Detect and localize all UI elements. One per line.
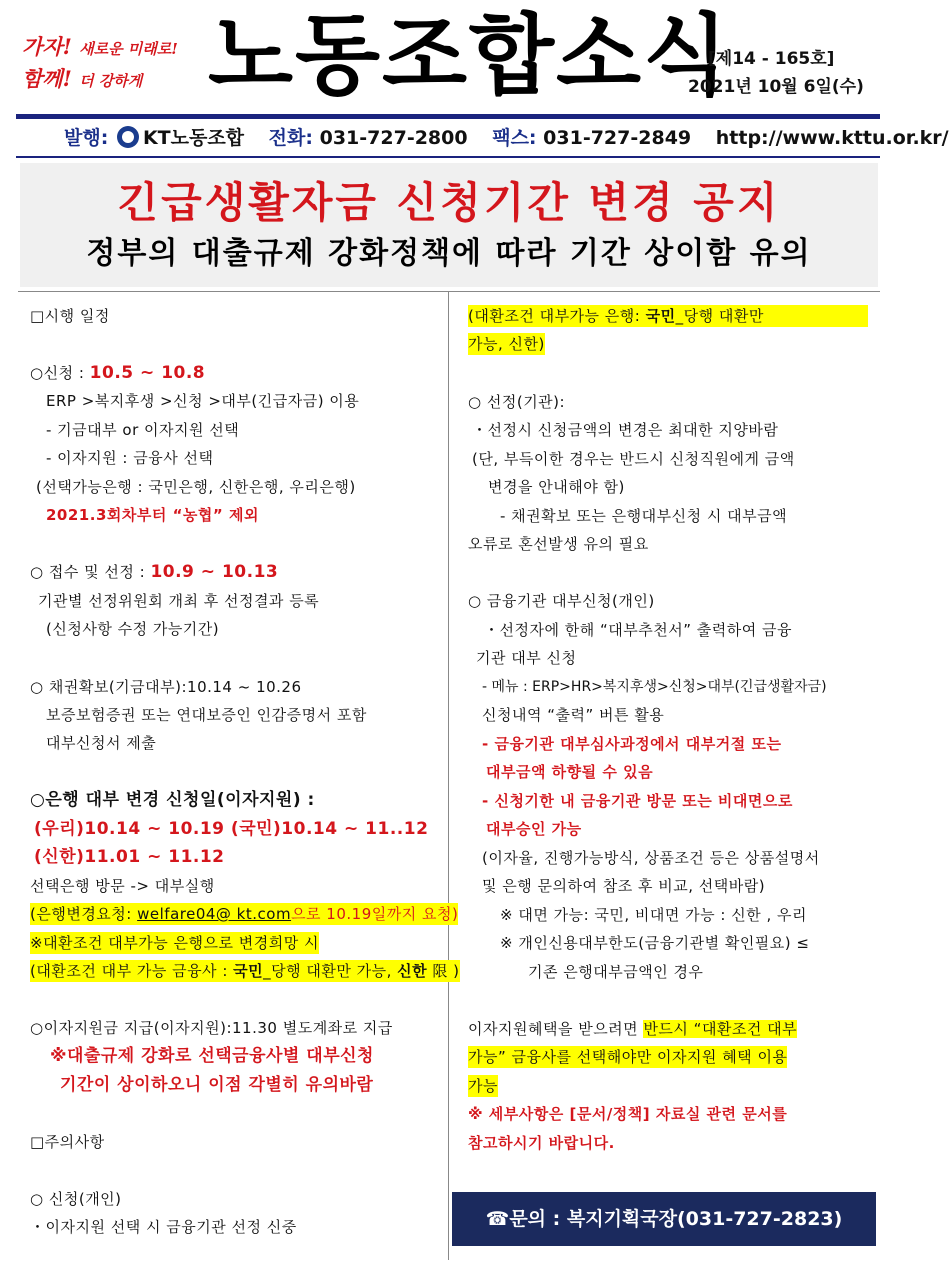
text-line: ※대환조건 대부가능 은행으로 변경희망 시 [30, 934, 319, 952]
text-span: _당행 대환만 [675, 307, 764, 325]
text-line: ※ 개인신용대부한도(금융기관별 확인필요) ≤ [500, 934, 810, 952]
text-span: (대환조건 대부가능 은행: [468, 307, 646, 325]
text-line: - 기금대부 or 이자지원 선택 [46, 421, 240, 439]
column-divider [448, 292, 449, 1260]
header-rule-thin [16, 156, 880, 158]
text-line: ERP >복지후생 >신청 >대부(긴급자금) 이용 [46, 392, 360, 410]
apply-label: ○신청 : [30, 364, 90, 382]
contact-box: ☎문의 : 복지기획국장(031-727-2823) [452, 1192, 876, 1246]
bank-kookmin: 국민 [645, 307, 676, 325]
notice-title: 긴급생활자금 신청기간 변경 공지 [117, 178, 781, 227]
bank-kookmin: 국민 [233, 962, 264, 980]
publisher-bar [16, 122, 949, 154]
refinance-banks [30, 960, 460, 982]
text-line: ・선정자에 한해 “대부추천서” 출력하여 금융 [484, 621, 792, 639]
text-line: 가능, 신한) [468, 335, 545, 353]
text-line: 대부신청서 제출 [46, 734, 157, 752]
text-line: - 금융기관 대부심사과정에서 대부거절 또는 [482, 735, 782, 753]
bank-change-dates-1: (우리)10.14 ~ 10.19 (국민)10.14 ~ 11..12 [34, 819, 429, 839]
text-line: ○ 신청(개인) [30, 1190, 122, 1208]
bank-change-dates-2: (신한)11.01 ~ 11.12 [34, 847, 225, 867]
receipt-period [30, 561, 278, 583]
text-line: 변경을 안내해야 함) [488, 478, 625, 496]
interest-support-line [468, 1018, 797, 1040]
text-line: 대부금액 하향될 수 있음 [486, 763, 654, 781]
text-line: 기관 대부 신청 [476, 649, 577, 667]
bank-shinhan: 신한 [397, 962, 428, 980]
fax-number: 031-727-2849 [543, 127, 692, 149]
text-line: 대부승인 가능 [486, 820, 582, 838]
text-line: - 메뉴 : ERP>HR>복지후생>신청>대부(긴급생활자금) [482, 679, 827, 695]
slogan-line2-a: 함께! [22, 66, 72, 91]
fax-label: 팩스: [492, 127, 537, 149]
receipt-dates: 10.9 ~ 10.13 [150, 562, 279, 582]
slogan-line1-b: 새로운 미래로! [79, 40, 178, 58]
text-line: ・이자지원 선택 시 금융기관 선정 신중 [30, 1218, 297, 1236]
text-span: 이자지원혜택을 받으려면 [468, 1020, 644, 1038]
text-line: 기관별 선정위원회 개최 후 선정결과 등록 [38, 592, 320, 610]
warning-line: 기간이 상이하오니 이점 각별히 유의바람 [60, 1075, 374, 1095]
text-line: 기존 은행대부금액인 경우 [528, 963, 704, 981]
text-line: 및 은행 문의하여 참조 후 비교, 선택바람) [482, 877, 766, 895]
text-line: 2021.3회차부터 “농협” 제외 [46, 506, 259, 524]
text-line: ※ 대면 가능: 국민, 비대면 가능 : 신한 , 우리 [500, 906, 807, 924]
text-line: ○ 채권확보(기금대부):10.14 ~ 10.26 [30, 678, 302, 696]
text-line: ※ 세부사항은 [문서/정책] 자료실 관련 문서를 [468, 1105, 788, 1123]
apply-period [30, 362, 205, 384]
text-line: 선택은행 방문 -> 대부실행 [30, 877, 215, 895]
bank-change-request [30, 903, 458, 925]
content-top-rule [18, 291, 880, 292]
refinance-note: _당행 대환만 가능, [263, 962, 398, 980]
request-deadline: 으로 10.19일까지 요청) [291, 905, 459, 923]
text-line: - 이자지원 : 금융사 선택 [46, 449, 214, 467]
text-line: - 신청기한 내 금융기관 방문 또는 비대면으로 [482, 792, 793, 810]
request-label: (은행변경요청: [30, 905, 138, 923]
text-span: 반드시 “대환조건 대부 [643, 1020, 798, 1038]
text-line: ○이자지원금 지급(이자지원):11.30 별도계좌로 지급 [30, 1019, 393, 1037]
tel-number: 031-727-2800 [319, 127, 468, 149]
issue-date: 2021년 10월 6일(수) [688, 77, 864, 97]
section-cautions: □주의사항 [30, 1133, 105, 1151]
text-line: 참고하시기 바랍니다. [468, 1134, 615, 1152]
text-line: 오류로 혼선발생 유의 필요 [468, 535, 649, 553]
masthead-title: 노동조합소식 [208, 4, 731, 107]
text-line: 신청내역 “출력” 버튼 활용 [482, 706, 665, 724]
text-line: ・선정시 신청금액의 변경은 최대한 지양바람 [472, 421, 779, 439]
notice-subtitle: 정부의 대출규제 강화정책에 따라 기간 상이함 유의 [86, 236, 812, 271]
refinance-label: (대환조건 대부 가능 금융사 : [30, 962, 234, 980]
text-line: (신청사항 수정 가능기간) [46, 620, 220, 638]
text-line: 보증보험증권 또는 연대보증인 인감증명서 포함 [46, 706, 367, 724]
receipt-label: ○ 접수 및 선정 : [30, 563, 151, 581]
text-line: 가능 [468, 1077, 498, 1095]
section-schedule: □시행 일정 [30, 307, 110, 325]
issue-number: [제14 - 165호] [708, 49, 835, 69]
text-line: ○ 금융기관 대부신청(개인) [468, 592, 655, 610]
text-line: 가능” 금융사를 선택해야만 이자지원 혜택 이용 [468, 1048, 788, 1066]
slogan-line2-b: 더 강하게 [79, 72, 143, 90]
bank-change-heading: ○은행 대부 변경 신청일(이자지원) : [30, 790, 315, 810]
website-link[interactable]: http://www.kttu.or.kr/ [715, 127, 949, 149]
publisher-org: KT노동조합 [142, 127, 245, 149]
header-rule-thick [16, 114, 880, 119]
text-line: (이자율, 진행가능방식, 상품조건 등은 상품설명서 [482, 849, 820, 867]
apply-dates: 10.5 ~ 10.8 [89, 363, 206, 383]
text-line: (선택가능은행 : 국민은행, 신한은행, 우리은행) [36, 478, 356, 496]
text-line: ○ 선정(기관): [468, 393, 566, 411]
email-link[interactable]: welfare04@ kt.com [137, 905, 292, 923]
publisher-label: 발행: [64, 127, 109, 149]
slogan-line1-a: 가자! [22, 34, 72, 59]
refinance-note-line [468, 305, 868, 327]
text-line: (단, 부득이한 경우는 반드시 신청직원에게 금액 [472, 450, 795, 468]
text-line: - 채권확보 또는 은행대부신청 시 대부금액 [500, 507, 788, 525]
refinance-limit: 限 ) [427, 962, 460, 980]
warning-line: ※대출규제 강화로 선택금융사별 대부신청 [50, 1046, 374, 1066]
union-logo-icon [117, 126, 139, 148]
tel-label: 전화: [268, 127, 313, 149]
slogan [22, 32, 178, 96]
